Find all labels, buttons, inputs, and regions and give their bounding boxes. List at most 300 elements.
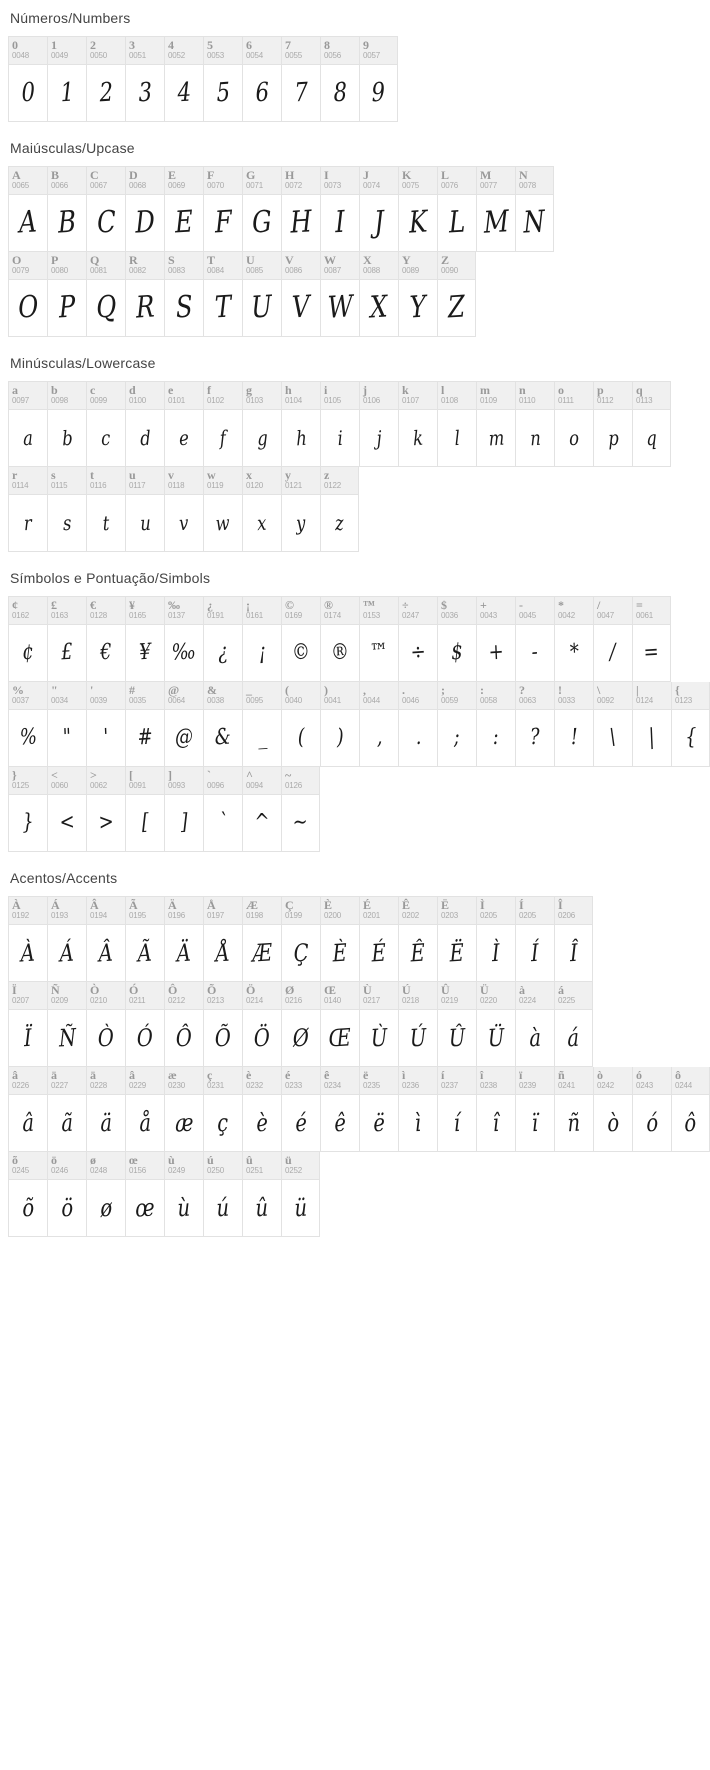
glyph-cell[interactable] — [437, 982, 476, 1067]
glyph-preview-text: ò — [606, 1108, 620, 1138]
glyph-cell-header — [243, 167, 281, 195]
glyph-cell[interactable] — [359, 166, 398, 252]
glyph-preview — [243, 795, 281, 851]
glyph-cell[interactable] — [476, 596, 515, 682]
glyph-cell[interactable] — [476, 381, 515, 467]
glyph-cell[interactable] — [47, 252, 86, 337]
glyph-cell[interactable] — [593, 1067, 632, 1152]
glyph-char-label: b — [51, 383, 58, 397]
glyph-char-label: I — [324, 168, 329, 182]
glyph-cell[interactable] — [203, 1067, 242, 1152]
glyph-cell[interactable] — [281, 467, 320, 552]
glyph-cell[interactable] — [47, 1152, 86, 1237]
glyph-char-label: - — [519, 598, 523, 612]
glyph-char-label: í — [441, 1068, 445, 1082]
glyph-cell[interactable] — [437, 896, 476, 982]
glyph-preview-text: â — [21, 1108, 35, 1138]
glyph-cell[interactable] — [125, 1152, 164, 1237]
glyph-preview-text: í — [453, 1108, 461, 1138]
glyph-cell[interactable] — [8, 1152, 47, 1237]
glyph-cell[interactable] — [8, 381, 47, 467]
glyph-cell[interactable] — [164, 36, 203, 122]
glyph-cell[interactable] — [164, 896, 203, 982]
glyph-char-label: Æ — [246, 898, 258, 912]
glyph-preview-text: [ — [140, 809, 150, 836]
glyph-code-label: 0085 — [246, 266, 263, 275]
glyph-cell[interactable] — [86, 1067, 125, 1152]
glyph-cell[interactable] — [86, 596, 125, 682]
glyph-cell-header — [594, 1067, 632, 1095]
glyph-cell[interactable] — [632, 596, 671, 682]
glyph-code-label: 0119 — [207, 481, 224, 490]
glyph-preview — [87, 65, 125, 121]
glyph-code-label: 0205 — [519, 911, 536, 920]
glyph-cell[interactable] — [164, 1067, 203, 1152]
glyph-preview-text: 3 — [137, 77, 153, 109]
glyph-char-label: ¢ — [12, 598, 18, 612]
glyph-cell-header — [165, 1067, 203, 1095]
glyph-code-label: 0036 — [441, 611, 458, 620]
glyph-cell[interactable] — [359, 596, 398, 682]
glyph-preview-text: t — [102, 510, 110, 536]
glyph-cell[interactable] — [203, 36, 242, 122]
glyph-preview — [87, 710, 125, 766]
glyph-preview-text: Ê — [410, 938, 426, 968]
glyph-cell[interactable] — [359, 682, 398, 767]
glyph-preview — [555, 710, 593, 766]
glyph-cell[interactable] — [164, 682, 203, 767]
glyph-cell[interactable] — [47, 36, 86, 122]
glyph-cell[interactable] — [554, 1067, 593, 1152]
glyph-cell-header — [516, 1067, 554, 1095]
glyph-cell[interactable] — [125, 467, 164, 552]
glyph-cell[interactable] — [554, 896, 593, 982]
glyph-preview — [9, 795, 47, 851]
glyph-cell[interactable] — [47, 467, 86, 552]
glyph-code-label: 0078 — [519, 181, 536, 190]
glyph-cell[interactable] — [203, 467, 242, 552]
glyph-cell[interactable] — [242, 467, 281, 552]
glyph-code-label: 0216 — [285, 996, 302, 1005]
glyph-cell[interactable] — [593, 596, 632, 682]
glyph-code-label: 0236 — [402, 1081, 419, 1090]
glyph-cell[interactable] — [398, 166, 437, 252]
glyph-cell[interactable] — [359, 252, 398, 337]
glyph-cell[interactable] — [437, 381, 476, 467]
glyph-cell-header — [204, 982, 242, 1010]
glyph-code-label: 0054 — [246, 51, 263, 60]
glyph-cell[interactable] — [281, 1067, 320, 1152]
glyph-cell[interactable] — [164, 252, 203, 337]
glyph-cell[interactable] — [86, 982, 125, 1067]
glyph-cell[interactable] — [476, 166, 515, 252]
glyph-code-label: 0093 — [168, 781, 185, 790]
glyph-code-label: 0082 — [129, 266, 146, 275]
glyph-cell[interactable] — [203, 767, 242, 852]
glyph-cell-header — [48, 597, 86, 625]
glyph-cell[interactable] — [86, 252, 125, 337]
glyph-code-label: 0084 — [207, 266, 224, 275]
glyph-cell[interactable] — [632, 1067, 671, 1152]
glyph-preview — [438, 195, 476, 251]
glyph-cell[interactable] — [47, 381, 86, 467]
glyph-cell[interactable] — [515, 1067, 554, 1152]
glyph-char-label: Ñ — [51, 983, 60, 997]
glyph-code-label: 0067 — [90, 181, 107, 190]
glyph-cell[interactable] — [398, 596, 437, 682]
glyph-cell[interactable] — [125, 166, 164, 252]
glyph-code-label: 0126 — [285, 781, 302, 790]
glyph-preview — [633, 710, 671, 766]
glyph-cell[interactable] — [593, 381, 632, 467]
glyph-cell[interactable] — [320, 36, 359, 122]
glyph-cell[interactable] — [476, 682, 515, 767]
glyph-cell[interactable] — [164, 166, 203, 252]
glyph-cell[interactable] — [320, 596, 359, 682]
glyph-char-label: p — [597, 383, 604, 397]
glyph-cell[interactable] — [125, 36, 164, 122]
glyph-cell[interactable] — [242, 166, 281, 252]
glyph-cell[interactable] — [281, 166, 320, 252]
glyph-preview — [477, 1010, 515, 1066]
glyph-cell[interactable] — [671, 1067, 710, 1152]
glyph-cell[interactable] — [554, 381, 593, 467]
glyph-cell[interactable] — [554, 596, 593, 682]
glyph-preview — [360, 625, 398, 681]
glyph-cell[interactable] — [320, 982, 359, 1067]
glyph-cell[interactable] — [8, 896, 47, 982]
glyph-cell[interactable] — [125, 1067, 164, 1152]
glyph-preview — [594, 410, 632, 466]
glyph-preview — [633, 625, 670, 681]
glyph-cell-header — [282, 682, 320, 710]
glyph-cell-header — [399, 597, 437, 625]
glyph-code-label: 0043 — [480, 611, 497, 620]
glyph-cell[interactable] — [437, 682, 476, 767]
glyph-char-label: 4 — [168, 38, 174, 52]
glyph-preview-text: W — [326, 289, 354, 326]
glyph-cell[interactable] — [86, 1152, 125, 1237]
glyph-cell[interactable] — [476, 1067, 515, 1152]
glyph-cell[interactable] — [515, 166, 554, 252]
glyph-preview-text: ] — [179, 809, 189, 836]
glyph-preview-text: Z — [447, 289, 466, 326]
glyph-preview — [360, 1010, 398, 1066]
glyph-preview — [9, 925, 47, 981]
glyph-cell[interactable] — [242, 1067, 281, 1152]
glyph-cell[interactable] — [47, 1067, 86, 1152]
glyph-cell[interactable] — [47, 596, 86, 682]
glyph-cell[interactable] — [203, 252, 242, 337]
glyph-cell[interactable] — [242, 252, 281, 337]
glyph-cell[interactable] — [398, 1067, 437, 1152]
glyph-preview-text: ÷ — [409, 639, 427, 666]
glyph-cell-header — [126, 982, 164, 1010]
glyph-cell[interactable] — [164, 1152, 203, 1237]
glyph-cell[interactable] — [203, 381, 242, 467]
glyph-cell[interactable] — [47, 166, 86, 252]
glyph-char-label: $ — [441, 598, 447, 612]
glyph-cell-header — [438, 982, 476, 1010]
glyph-cell[interactable] — [86, 166, 125, 252]
glyph-code-label: 0049 — [51, 51, 68, 60]
glyph-cell[interactable] — [8, 252, 47, 337]
glyph-cell-header — [9, 897, 47, 925]
glyph-char-label: ñ — [558, 1068, 565, 1082]
glyph-cell[interactable] — [47, 896, 86, 982]
glyph-cell-header — [9, 1067, 47, 1095]
glyph-cell[interactable] — [398, 381, 437, 467]
glyph-char-label: Â — [90, 898, 99, 912]
glyph-cell[interactable] — [320, 682, 359, 767]
glyph-code-label: 0227 — [51, 1081, 68, 1090]
glyph-cell[interactable] — [515, 682, 554, 767]
glyph-cell[interactable] — [8, 36, 47, 122]
glyph-cell[interactable] — [281, 1152, 320, 1237]
glyph-preview-text: © — [291, 639, 311, 666]
glyph-char-label: õ — [12, 1153, 18, 1167]
glyph-cell[interactable] — [203, 596, 242, 682]
glyph-cell[interactable] — [398, 682, 437, 767]
glyph-cell[interactable] — [476, 896, 515, 982]
glyph-cell[interactable] — [86, 896, 125, 982]
glyph-cell[interactable] — [242, 896, 281, 982]
glyph-code-label: 0226 — [12, 1081, 29, 1090]
glyph-preview — [9, 65, 47, 121]
glyph-char-label: E — [168, 168, 177, 182]
glyph-cell[interactable] — [203, 166, 242, 252]
glyph-cell[interactable] — [203, 896, 242, 982]
glyph-cell[interactable] — [476, 982, 515, 1067]
glyph-cell[interactable] — [515, 982, 554, 1067]
glyph-preview-text: = — [643, 639, 660, 666]
glyph-code-label: 0080 — [51, 266, 68, 275]
glyph-char-label: & — [207, 683, 217, 697]
glyph-cell-header — [165, 597, 203, 625]
glyph-cell[interactable] — [515, 896, 554, 982]
glyph-cell[interactable] — [242, 682, 281, 767]
glyph-cell[interactable] — [320, 166, 359, 252]
glyph-cell[interactable] — [437, 1067, 476, 1152]
glyph-preview-text: P — [57, 289, 76, 326]
glyph-cell[interactable] — [125, 896, 164, 982]
glyph-cell[interactable] — [398, 982, 437, 1067]
glyph-char-label: g — [246, 383, 252, 397]
glyph-code-label: 0238 — [480, 1081, 497, 1090]
glyph-cell[interactable] — [203, 682, 242, 767]
glyph-cell-header — [516, 597, 554, 625]
glyph-cell[interactable] — [632, 381, 671, 467]
glyph-cell[interactable] — [242, 982, 281, 1067]
glyph-cell-header — [9, 767, 47, 795]
glyph-cell-header — [516, 382, 554, 410]
glyph-cell[interactable] — [281, 252, 320, 337]
glyph-cell[interactable] — [242, 36, 281, 122]
glyph-cell[interactable] — [281, 36, 320, 122]
glyph-char-label: | — [636, 683, 639, 697]
sections-container — [8, 0, 698, 1237]
glyph-cell-header — [555, 682, 593, 710]
glyph-char-label: ï — [519, 1068, 523, 1082]
glyph-preview-text: ¢ — [21, 639, 35, 666]
glyph-cell[interactable] — [281, 767, 320, 852]
glyph-cell[interactable] — [164, 767, 203, 852]
glyph-cell[interactable] — [8, 982, 47, 1067]
glyph-code-label: 0123 — [675, 696, 692, 705]
glyph-preview-text: Y — [409, 289, 427, 326]
glyph-cell[interactable] — [242, 381, 281, 467]
glyph-cell[interactable] — [86, 467, 125, 552]
glyph-cell[interactable] — [359, 1067, 398, 1152]
glyph-preview — [282, 1010, 320, 1066]
glyph-char-label: ! — [558, 683, 562, 697]
glyph-preview-text: K — [408, 204, 428, 241]
glyph-cell[interactable] — [164, 596, 203, 682]
glyph-cell-header — [243, 1067, 281, 1095]
glyph-cell[interactable] — [203, 982, 242, 1067]
glyph-cell[interactable] — [359, 896, 398, 982]
glyph-char-label: ö — [51, 1153, 57, 1167]
glyph-cell-header — [438, 897, 476, 925]
glyph-cell-header — [321, 467, 358, 495]
glyph-cell[interactable] — [86, 381, 125, 467]
glyph-cell-header — [126, 767, 164, 795]
glyph-preview-text: ' — [102, 724, 109, 751]
glyph-cell[interactable] — [281, 381, 320, 467]
glyph-cell[interactable] — [281, 896, 320, 982]
glyph-cell[interactable] — [320, 896, 359, 982]
glyph-cell[interactable] — [125, 682, 164, 767]
glyph-cell[interactable] — [47, 982, 86, 1067]
glyph-cell[interactable] — [554, 682, 593, 767]
glyph-cell-header — [321, 252, 359, 280]
glyph-cell[interactable] — [125, 982, 164, 1067]
glyph-cell[interactable] — [47, 767, 86, 852]
glyph-cell-header — [282, 1067, 320, 1095]
glyph-cell[interactable] — [515, 381, 554, 467]
glyph-cell[interactable] — [242, 767, 281, 852]
glyph-cell[interactable] — [8, 1067, 47, 1152]
glyph-cell[interactable] — [320, 467, 359, 552]
glyph-code-label: 0162 — [12, 611, 29, 620]
glyph-char-label: = — [636, 598, 643, 612]
glyph-cell[interactable] — [8, 467, 47, 552]
glyph-cell[interactable] — [164, 467, 203, 552]
glyph-code-label: 0111 — [558, 396, 574, 405]
glyph-cell-header — [48, 897, 86, 925]
glyph-code-label: 0104 — [285, 396, 302, 405]
glyph-cell[interactable] — [8, 166, 47, 252]
glyph-cell-header — [165, 167, 203, 195]
glyph-cell[interactable] — [86, 767, 125, 852]
glyph-preview-text: 8 — [332, 77, 348, 109]
glyph-code-label: 0052 — [168, 51, 185, 60]
glyph-cell[interactable] — [359, 982, 398, 1067]
glyph-cell[interactable] — [86, 682, 125, 767]
glyph-preview — [438, 925, 476, 981]
glyph-char-label: } — [12, 768, 17, 782]
glyph-code-label: 0230 — [168, 1081, 185, 1090]
glyph-preview — [282, 65, 320, 121]
glyph-preview-text: \ — [609, 724, 617, 751]
glyph-cell[interactable] — [437, 166, 476, 252]
glyph-preview — [360, 925, 398, 981]
glyph-cell-header — [9, 167, 47, 195]
glyph-char-label: ) — [324, 683, 328, 697]
glyph-cell[interactable] — [125, 252, 164, 337]
glyph-code-label: 0156 — [129, 1166, 146, 1175]
glyph-preview — [126, 795, 164, 851]
glyph-cell[interactable] — [359, 36, 398, 122]
glyph-char-label: Y — [402, 253, 411, 267]
glyph-cell[interactable] — [281, 982, 320, 1067]
glyph-char-label: Ü — [480, 983, 489, 997]
glyph-preview — [87, 795, 125, 851]
glyph-preview — [438, 625, 476, 681]
glyph-code-label: 0040 — [285, 696, 302, 705]
glyph-cell[interactable] — [281, 596, 320, 682]
glyph-cell[interactable] — [242, 596, 281, 682]
section-symbols — [8, 560, 697, 852]
glyph-preview — [321, 280, 359, 336]
glyph-cell[interactable] — [47, 682, 86, 767]
glyph-cell[interactable] — [8, 767, 47, 852]
glyph-code-label: 0219 — [441, 996, 458, 1005]
glyph-code-label: 0057 — [363, 51, 380, 60]
glyph-cell-header — [87, 1152, 125, 1180]
glyph-cell[interactable] — [203, 1152, 242, 1237]
glyph-code-label: 0039 — [90, 696, 107, 705]
glyph-char-label: Ú — [402, 983, 411, 997]
glyph-cell[interactable] — [437, 596, 476, 682]
glyph-cell[interactable] — [320, 1067, 359, 1152]
glyph-preview — [360, 410, 398, 466]
glyph-cell[interactable] — [554, 982, 593, 1067]
glyph-char-label: É — [363, 898, 372, 912]
glyph-cell[interactable] — [593, 682, 632, 767]
glyph-cell[interactable] — [164, 982, 203, 1067]
glyph-cell[interactable] — [8, 682, 47, 767]
glyph-cell[interactable] — [86, 36, 125, 122]
glyph-cell[interactable] — [437, 252, 476, 337]
glyph-cell[interactable] — [164, 381, 203, 467]
glyph-cell[interactable] — [281, 682, 320, 767]
glyph-cell[interactable] — [632, 682, 671, 767]
glyph-char-label: O — [12, 253, 22, 267]
glyph-cell-header — [282, 167, 320, 195]
glyph-code-label: 0037 — [12, 696, 29, 705]
glyph-preview — [594, 710, 632, 766]
glyph-char-label: 0 — [12, 38, 18, 52]
glyph-cell[interactable] — [242, 1152, 281, 1237]
glyph-cell[interactable] — [125, 767, 164, 852]
glyph-cell[interactable] — [398, 252, 437, 337]
glyph-preview — [126, 280, 164, 336]
glyph-cell[interactable] — [320, 381, 359, 467]
glyph-cell[interactable] — [398, 896, 437, 982]
section-upcase — [8, 130, 653, 337]
glyph-cell[interactable] — [125, 596, 164, 682]
glyph-cell[interactable] — [320, 252, 359, 337]
glyph-cell[interactable] — [125, 381, 164, 467]
glyph-cell[interactable] — [515, 596, 554, 682]
glyph-char-label: Ê — [402, 898, 411, 912]
glyph-cell[interactable] — [359, 381, 398, 467]
glyph-cell[interactable] — [671, 682, 710, 767]
glyph-char-label: q — [636, 383, 643, 397]
glyph-preview-text: Á — [59, 938, 75, 968]
glyph-cell[interactable] — [8, 596, 47, 682]
